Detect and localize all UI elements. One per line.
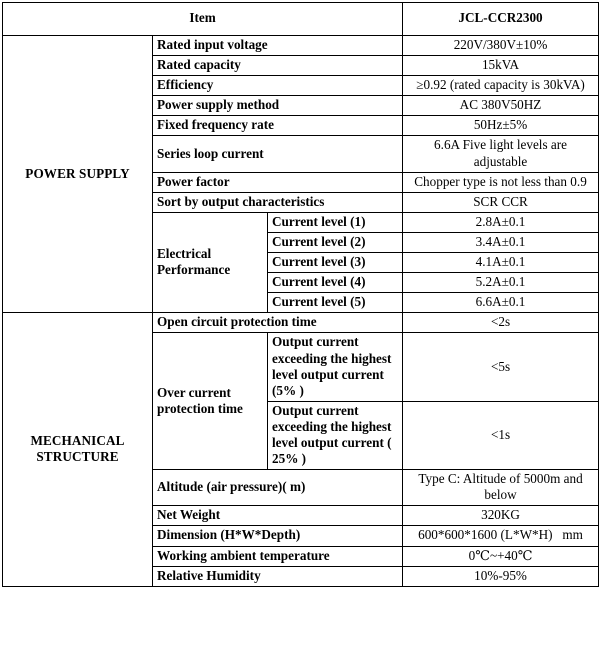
specification-table: [2, 2, 599, 587]
item-label: Rated input voltage: [153, 36, 403, 56]
section-label-power-supply: POWER SUPPLY: [3, 36, 153, 313]
item-value: <1s: [403, 401, 599, 469]
item-label: Efficiency: [153, 76, 403, 96]
item-label: Open circuit protection time: [153, 313, 403, 333]
item-value: Type C: Altitude of 5000m and below: [403, 470, 599, 506]
item-value: 50Hz±5%: [403, 116, 599, 136]
item-value: 4.1A±0.1: [403, 253, 599, 273]
item-value: 2.8A±0.1: [403, 212, 599, 232]
sub-item-label: Current level (1): [268, 212, 403, 232]
item-value: 3.4A±0.1: [403, 232, 599, 252]
item-label: Power factor: [153, 172, 403, 192]
item-value: Chopper type is not less than 0.9: [403, 172, 599, 192]
header-model-column: JCL-CCR2300: [403, 3, 599, 36]
header-item-column: Item: [3, 3, 403, 36]
item-label: Dimension (H*W*Depth): [153, 526, 403, 546]
group-label-electrical-performance: Electrical Performance: [153, 212, 268, 312]
item-value: 6.6A±0.1: [403, 293, 599, 313]
item-value: 320KG: [403, 506, 599, 526]
group-label-over-current-protection-time: Over current protection time: [153, 333, 268, 470]
item-label: Net Weight: [153, 506, 403, 526]
table-header-row: [3, 3, 599, 36]
item-label: Working ambient temperature: [153, 546, 403, 566]
item-value: ≥0.92 (rated capacity is 30kVA): [403, 76, 599, 96]
item-value: 5.2A±0.1: [403, 273, 599, 293]
table-row: [3, 313, 599, 333]
item-value: 600*600*1600 (L*W*H) mm: [403, 526, 599, 546]
item-value: SCR CCR: [403, 192, 599, 212]
item-value: <2s: [403, 313, 599, 333]
sub-item-label: Current level (2): [268, 232, 403, 252]
item-label: Rated capacity: [153, 56, 403, 76]
item-label: Series loop current: [153, 136, 403, 172]
item-label: Power supply method: [153, 96, 403, 116]
item-value: AC 380V50HZ: [403, 96, 599, 116]
item-label: Altitude (air pressure)( m): [153, 470, 403, 506]
item-value: 10%-95%: [403, 566, 599, 586]
item-label: Fixed frequency rate: [153, 116, 403, 136]
sub-item-label: Current level (5): [268, 293, 403, 313]
item-value: 220V/380V±10%: [403, 36, 599, 56]
sub-item-label: Output current exceeding the highest level output current (5% ): [268, 333, 403, 401]
item-label: Relative Humidity: [153, 566, 403, 586]
sub-item-label: Output current exceeding the highest level output current ( 25% ): [268, 401, 403, 469]
section-label-mechanical-structure: MECHANICAL STRUCTURE: [3, 313, 153, 586]
sub-item-label: Current level (3): [268, 253, 403, 273]
item-value: 6.6A Five light levels are adjustable: [403, 136, 599, 172]
table-row: [3, 36, 599, 56]
item-value: 15kVA: [403, 56, 599, 76]
item-label: Sort by output characteristics: [153, 192, 403, 212]
sub-item-label: Current level (4): [268, 273, 403, 293]
item-value: 0℃~+40℃: [403, 546, 599, 566]
item-value: <5s: [403, 333, 599, 401]
